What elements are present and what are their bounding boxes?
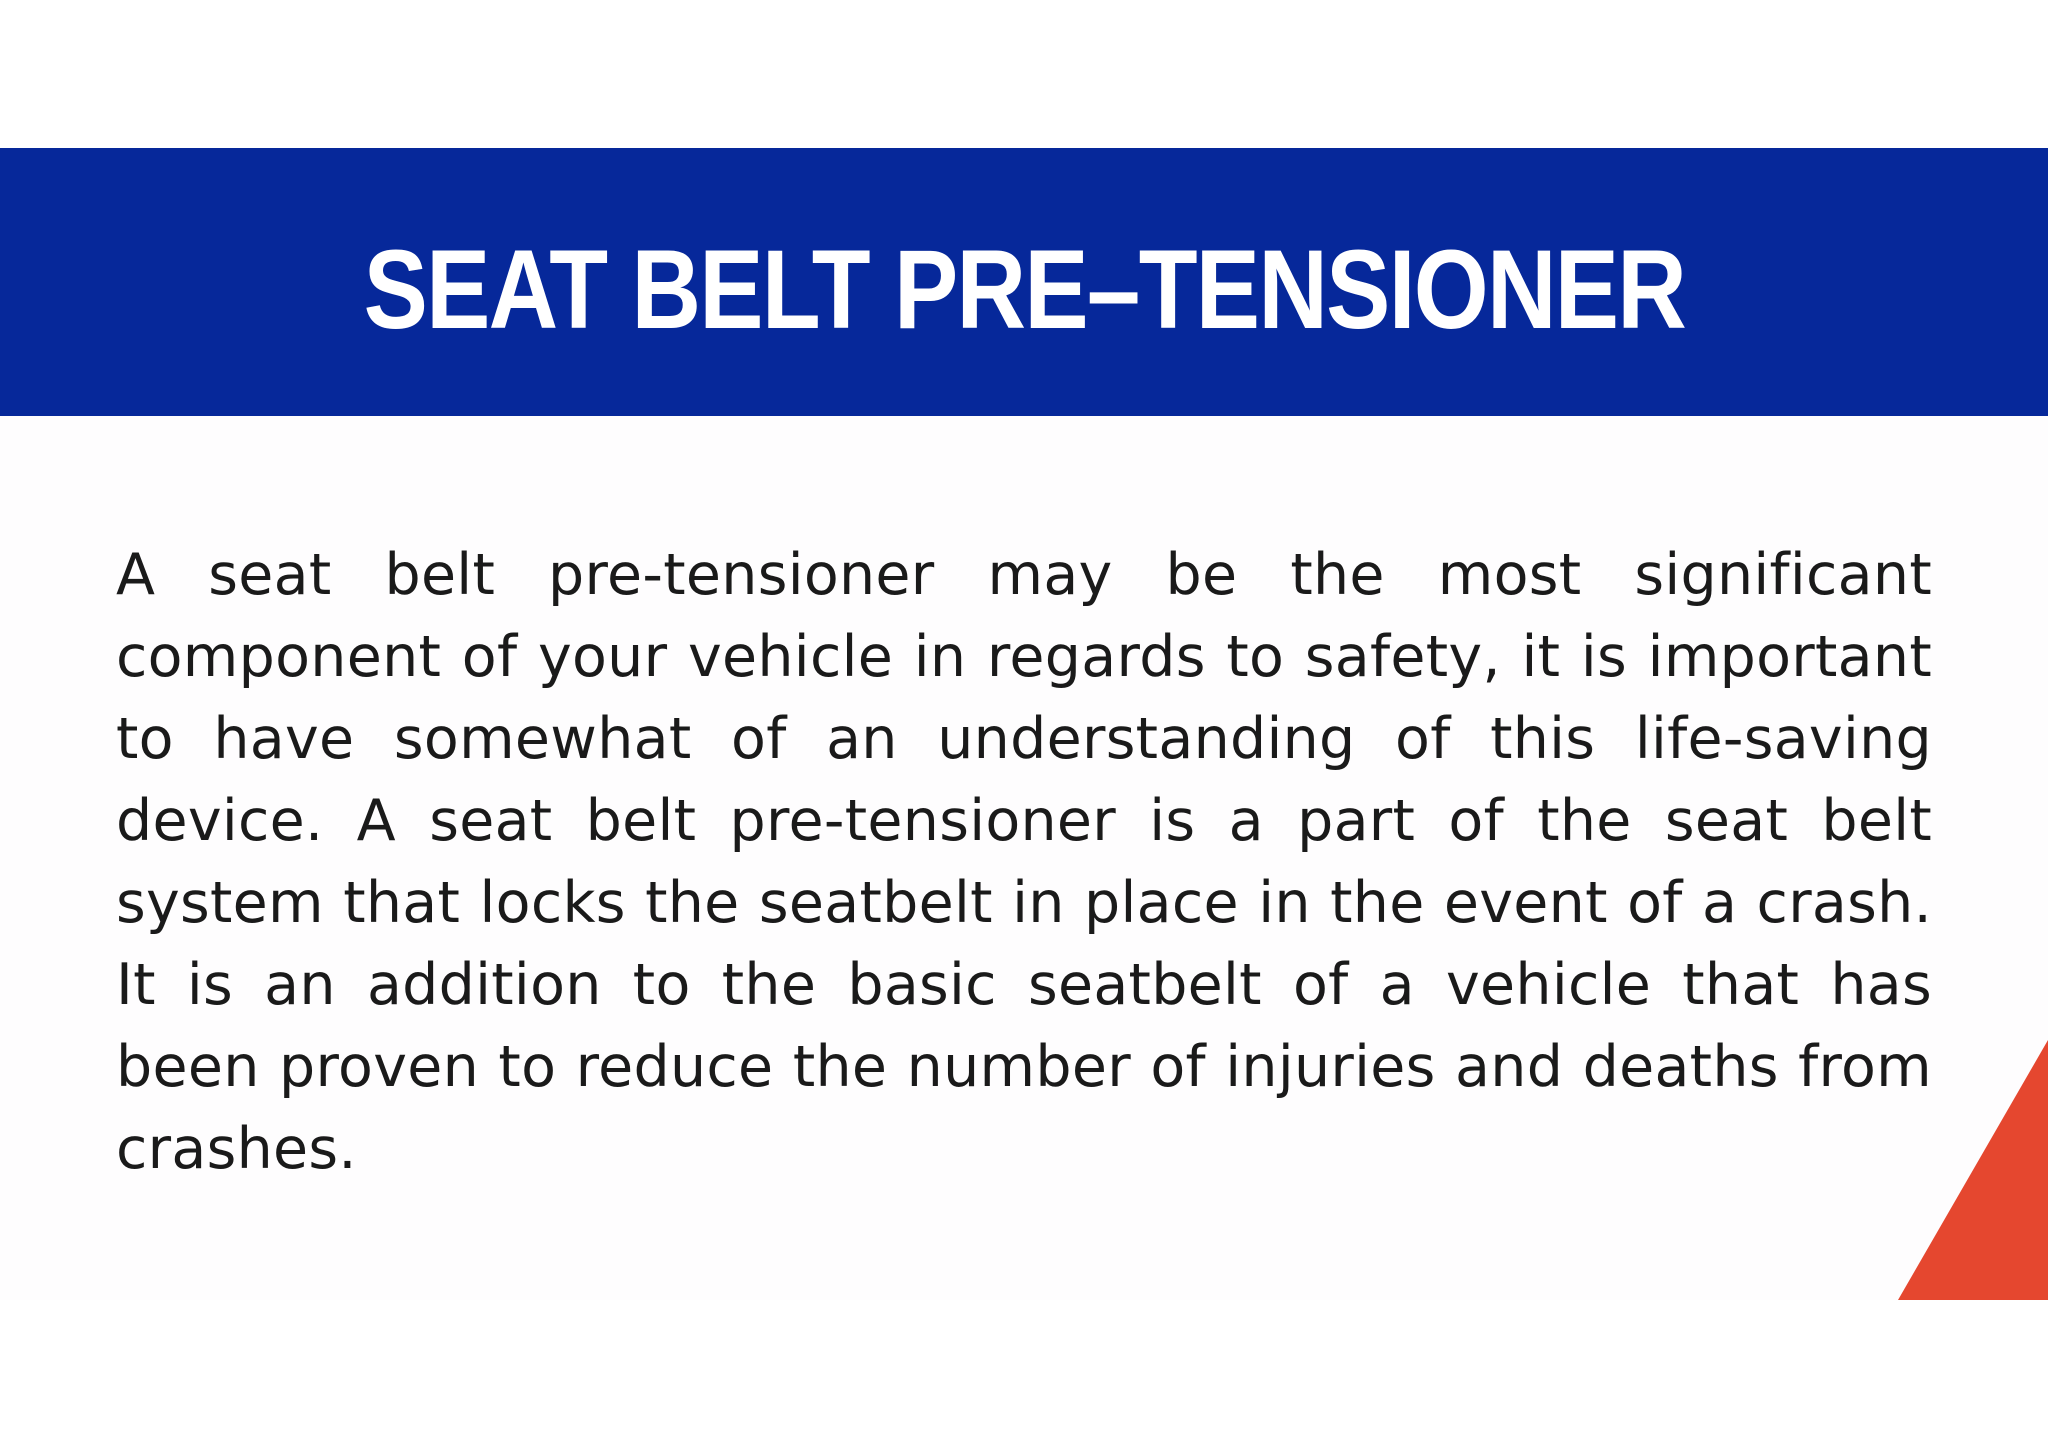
slide-title: SEAT BELT PRE–TENSIONER (363, 226, 1685, 352)
bottom-letterbox (0, 1300, 2048, 1448)
title-banner (0, 148, 2048, 416)
accent-triangle-icon (1898, 1040, 2048, 1300)
top-letterbox (0, 0, 2048, 148)
body-paragraph: A seat belt pre-tensioner may be the most significant component of your vehicle in regards to safety, it is important to have somewhat of an understanding of this life-saving device. A seat belt pre-tensioner is a part of the seat belt system that locks the seatbelt in place in the event of a crash. It is an addition to the basic seatbelt of a vehicle that has been proven to reduce the number of injuries and deaths from crashes. (116, 542, 1932, 1182)
